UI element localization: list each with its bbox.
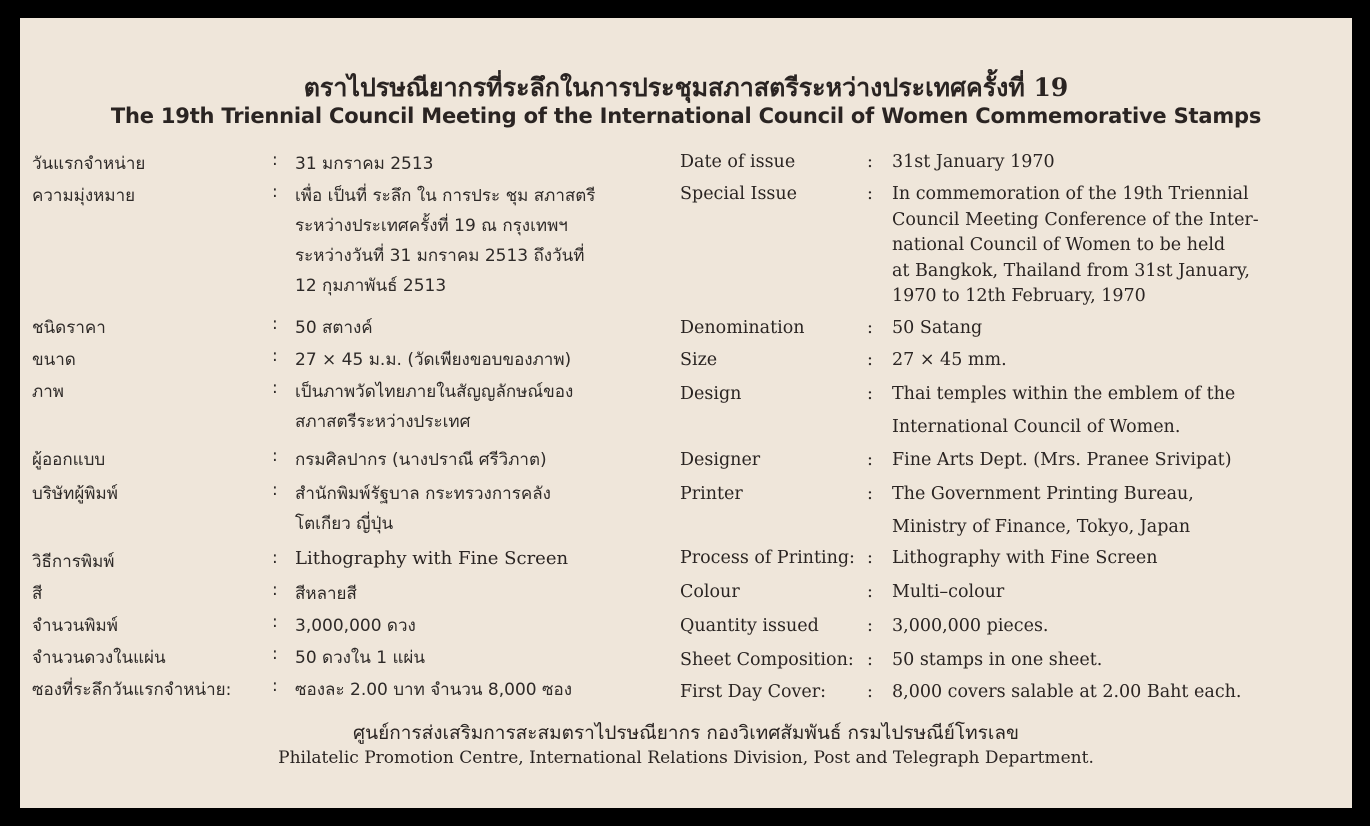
left-value-line: ระหว่างวันที่ 31 มกราคม 2513 ถึงวันที่ <box>295 246 585 266</box>
left-colon: : <box>272 446 278 466</box>
left-label: วิธีการพิมพ์ <box>32 552 115 572</box>
left-value: 31 มกราคม 2513 <box>295 154 434 174</box>
right-value-line: Council Meeting Conference of the Inter- <box>892 209 1259 230</box>
title-thai: ตราไปรษณียากรที่ระลึกในการประชุมสภาสตรีระหว่างประเทศครั้งที่ 19 <box>303 73 1069 102</box>
right-label: Printer <box>680 484 743 504</box>
left-label: ความมุ่งหมาย <box>32 186 136 206</box>
right-value-line: 1970 to 12th February, 1970 <box>892 286 1146 306</box>
right-label: Quantity issued <box>680 616 819 636</box>
left-label: ภาพ <box>32 382 64 402</box>
right-label: Denomination <box>680 318 805 338</box>
right-label: Design <box>680 384 742 404</box>
right-value-line: national Council of Women to be held <box>892 235 1226 255</box>
left-value: 50 สตางค์ <box>295 318 373 338</box>
left-value-line: สภาสตรีระหว่างประเทศ <box>295 412 471 432</box>
left-colon: : <box>272 182 278 202</box>
right-colon: : <box>867 318 873 338</box>
right-label: Colour <box>680 582 740 602</box>
right-label: Date of issue <box>680 152 796 172</box>
footer-english: Philatelic Promotion Centre, International Relations Division, Post and Telegraph Department. <box>278 748 1094 768</box>
left-colon: : <box>272 378 278 398</box>
right-value: 50 Satang <box>892 318 983 338</box>
left-value-line: เป็นภาพวัดไทยภายในสัญญลักษณ์ของ <box>295 382 574 402</box>
left-value-line: เพื่อ เป็นที่ ระลึก ใน การประ ชุม สภาสตรี <box>295 186 596 206</box>
right-value: 31st January 1970 <box>892 152 1055 172</box>
right-label: Sheet Composition: <box>680 650 854 670</box>
left-value: ซองละ 2.00 บาท จำนวน 8,000 ซอง <box>295 680 573 700</box>
right-value: 3,000,000 pieces. <box>892 616 1049 636</box>
right-value-line: International Council of Women. <box>892 417 1181 437</box>
left-value: Lithography with Fine Screen <box>295 548 569 569</box>
right-value-line: In commemoration of the 19th Triennial <box>892 184 1249 204</box>
right-label: First Day Cover: <box>680 682 827 702</box>
right-value: 27 × 45 mm. <box>892 350 1007 370</box>
left-label: ขนาด <box>32 350 76 370</box>
right-label: Size <box>680 350 718 370</box>
right-value: 8,000 covers salable at 2.00 Baht each. <box>892 682 1242 702</box>
left-label: จำนวนพิมพ์ <box>32 616 118 636</box>
footer-thai: ศูนย์การส่งเสริมการสะสมตราไปรษณียากร กองวิเทศสัมพันธ์ กรมไปรษณีย์โทรเลข <box>353 722 1019 744</box>
right-value-line: The Government Printing Bureau, <box>892 484 1194 504</box>
right-value-line: Ministry of Finance, Tokyo, Japan <box>892 517 1191 537</box>
right-colon: : <box>867 384 873 404</box>
left-label: ผู้ออกแบบ <box>32 450 106 470</box>
left-label: ชนิดราคา <box>32 318 106 338</box>
right-value: Fine Arts Dept. (Mrs. Pranee Srivipat) <box>892 450 1232 470</box>
right-label: Process of Printing: <box>680 548 855 568</box>
left-value: 27 × 45 ม.ม. (วัดเพียงขอบของภาพ) <box>295 350 572 370</box>
right-colon: : <box>867 184 873 204</box>
left-colon: : <box>272 676 278 696</box>
right-value: Lithography with Fine Screen <box>892 548 1158 568</box>
left-label: ซองที่ระลึกวันแรกจำหน่าย: <box>32 680 232 700</box>
right-colon: : <box>867 616 873 636</box>
left-label: จำนวนดวงในแผ่น <box>32 648 166 668</box>
left-colon: : <box>272 548 278 568</box>
left-colon: : <box>272 314 278 334</box>
left-colon: : <box>272 612 278 632</box>
left-value-line: สำนักพิมพ์รัฐบาล กระทรวงการคลัง <box>295 484 551 504</box>
left-colon: : <box>272 480 278 500</box>
right-colon: : <box>867 582 873 602</box>
right-value-line: Thai temples within the emblem of the <box>892 384 1236 404</box>
right-colon: : <box>867 548 873 568</box>
left-value-line: ระหว่างประเทศครั้งที่ 19 ณ กรุงเทพฯ <box>295 216 568 236</box>
right-colon: : <box>867 152 873 172</box>
right-colon: : <box>867 450 873 470</box>
right-colon: : <box>867 682 873 702</box>
left-value: สีหลายสี <box>295 584 357 604</box>
left-colon: : <box>272 644 278 664</box>
stamp-info-card <box>20 18 1352 808</box>
left-value: 50 ดวงใน 1 แผ่น <box>295 648 426 668</box>
right-label: Designer <box>680 450 761 470</box>
left-label: บริษัทผู้พิมพ์ <box>32 484 118 504</box>
right-label: Special Issue <box>680 184 798 204</box>
right-colon: : <box>867 350 873 370</box>
right-colon: : <box>867 650 873 670</box>
left-colon: : <box>272 580 278 600</box>
title-english: The 19th Triennial Council Meeting of the International Council of Women Commemorative Stamps <box>110 104 1262 128</box>
right-value: 50 stamps in one sheet. <box>892 650 1103 670</box>
left-value: กรมศิลปากร (นางปราณี ศรีวิภาต) <box>295 450 547 470</box>
left-value: 3,000,000 ดวง <box>295 616 416 636</box>
left-value-line: 12 กุมภาพันธ์ 2513 <box>295 276 447 296</box>
right-value: Multi–colour <box>892 582 1005 602</box>
left-colon: : <box>272 150 278 170</box>
left-colon: : <box>272 346 278 366</box>
left-label: สี <box>32 584 43 604</box>
left-value-line: โตเกียว ญี่ปุ่น <box>295 514 394 534</box>
left-label: วันแรกจำหน่าย <box>32 154 146 174</box>
right-value-line: at Bangkok, Thailand from 31st January, <box>892 260 1250 281</box>
right-colon: : <box>867 484 873 504</box>
